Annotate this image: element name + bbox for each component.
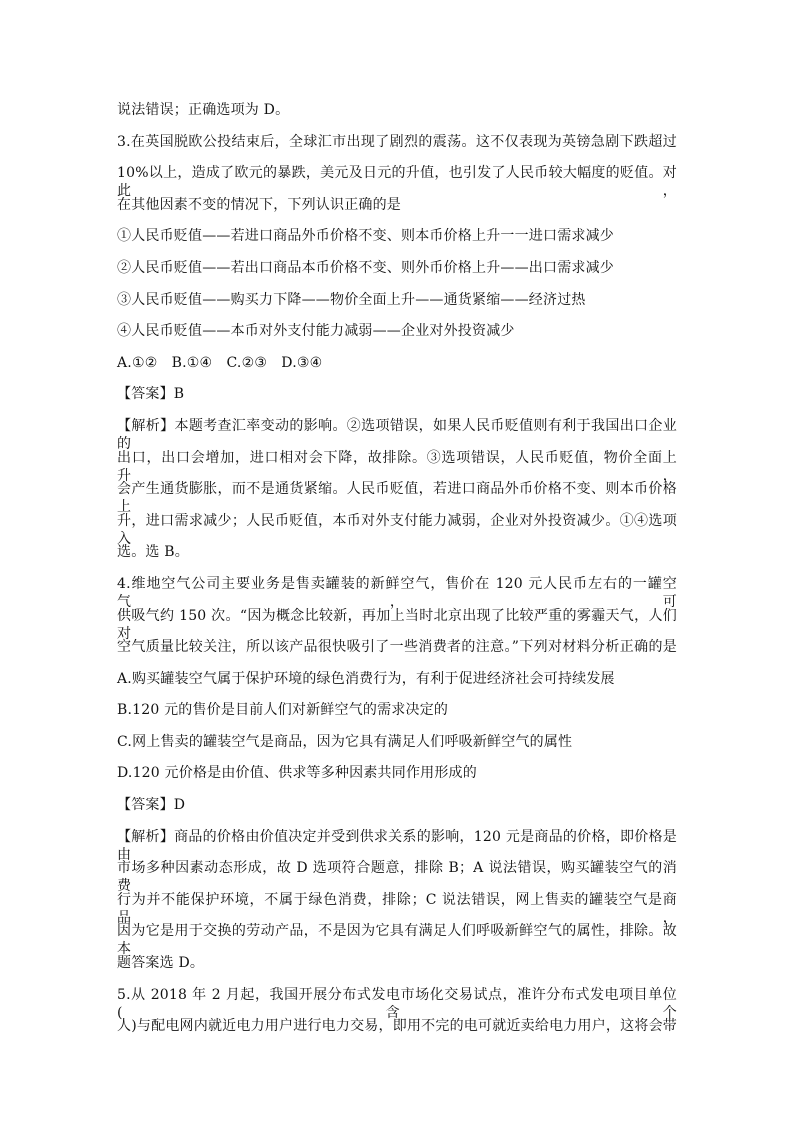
question-4-stem: 4.维地空气公司主要业务是售卖罐装的新鲜空气，售价在 120 元人民币左右的一罐空气，可 xyxy=(117,575,677,610)
question-5-stem: 5.从 2018 年 2 月起，我国开展分布式发电市场化交易试点，准许分布式发电项目单位(含个 xyxy=(117,986,677,1021)
text-line: 10%以上，造成了欧元的暴跌，美元及日元的升值，也引发了人民币较大幅度的贬值。对此， xyxy=(117,165,677,200)
text-line: 题答案选 D。 xyxy=(117,955,205,972)
option-d: D.120 元价格是由价值、供求等多种因素共同作用形成的 xyxy=(117,765,477,782)
text-line: 因为它是用于交换的劳动产品，不是因为它具有满足人们呼吸新鲜空气的属性，排除。故本 xyxy=(117,923,677,958)
text-line: 行为并不能保护环境，不属于绿色消费，排除；C 说法错误，网上售卖的罐装空气是商品， xyxy=(117,891,677,926)
option-c: C.网上售卖的罐装空气是商品，因为它具有满足人们呼吸新鲜空气的属性 xyxy=(117,733,573,750)
statement-4: ④人民币贬值——本币对外支付能力减弱——企业对外投资减少 xyxy=(117,323,515,340)
text-line: 空气质量比较关注，所以该产品很快吸引了一些消费者的注意。”下列对材料分析正确的是 xyxy=(117,639,677,656)
text-line: 在其他因素不变的情况下，下列认识正确的是 xyxy=(117,196,401,213)
statement-3: ③人民币贬值——购买力下降——物价全面上升——通货紧缩——经济过热 xyxy=(117,291,586,308)
text-line: 升，进口需求减少；人民币贬值，本币对外支付能力减弱，企业对外投资减少。①④选项入 xyxy=(117,512,677,547)
answer-options: A.①② B.①④ C.②③ D.③④ xyxy=(117,354,323,371)
statement-2: ②人民币贬值——若出口商品本币价格不变、则外币价格上升——出口需求减少 xyxy=(117,259,614,276)
analysis-paragraph: 【解析】本题考查汇率变动的影响。②选项错误，如果人民币贬值则有利于我国出口企业的 xyxy=(117,417,677,452)
text-line: 会产生通货膨胀，而不是通货紧缩。人民币贬值，若进口商品外币价格不变、则本币价格上 xyxy=(117,481,677,516)
option-a: A.购买罐装空气属于保护环境的绿色消费行为，有利于促进经济社会可持续发展 xyxy=(117,670,615,687)
text-line: 说法错误；正确选项为 D。 xyxy=(117,102,290,118)
analysis-paragraph: 【解析】商品的价格由价值决定并受到供求关系的影响，120 元是商品的价格，即价格是由 xyxy=(117,828,677,863)
text-line: 出口，出口会增加，进口相对会下降，故排除。③选项错误，人民币贬值，物价全面上升， xyxy=(117,449,677,484)
text-line: 人)与配电网内就近电力用户进行电力交易，即用不完的电可就近卖给电力用户，这将会带 xyxy=(117,1018,677,1035)
statement-1: ①人民币贬值——若进口商品外币价格不变、则本币价格上升一一进口需求减少 xyxy=(117,228,614,245)
answer-label: 【答案】D xyxy=(117,797,186,814)
text-line: 供吸气约 150 次。“因为概念比较新，再加上当时北京出现了比较严重的雾霾天气，人们对 xyxy=(117,607,677,642)
text-line: 市场多种因素动态形成，故 D 选项符合题意，排除 B；A 说法错误，购买罐装空气的消费 xyxy=(117,860,677,895)
document-page xyxy=(117,101,683,1049)
option-b: B.120 元的售价是目前人们对新鲜空气的需求决定的 xyxy=(117,702,449,719)
answer-label: 【答案】B xyxy=(117,386,185,403)
question-3-stem: 3.在英国脱欧公投结束后，全球汇市出现了剧烈的震荡。这不仅表现为英镑急剧下跌超过 xyxy=(117,133,677,150)
text-line: 选。选 B。 xyxy=(117,544,189,561)
